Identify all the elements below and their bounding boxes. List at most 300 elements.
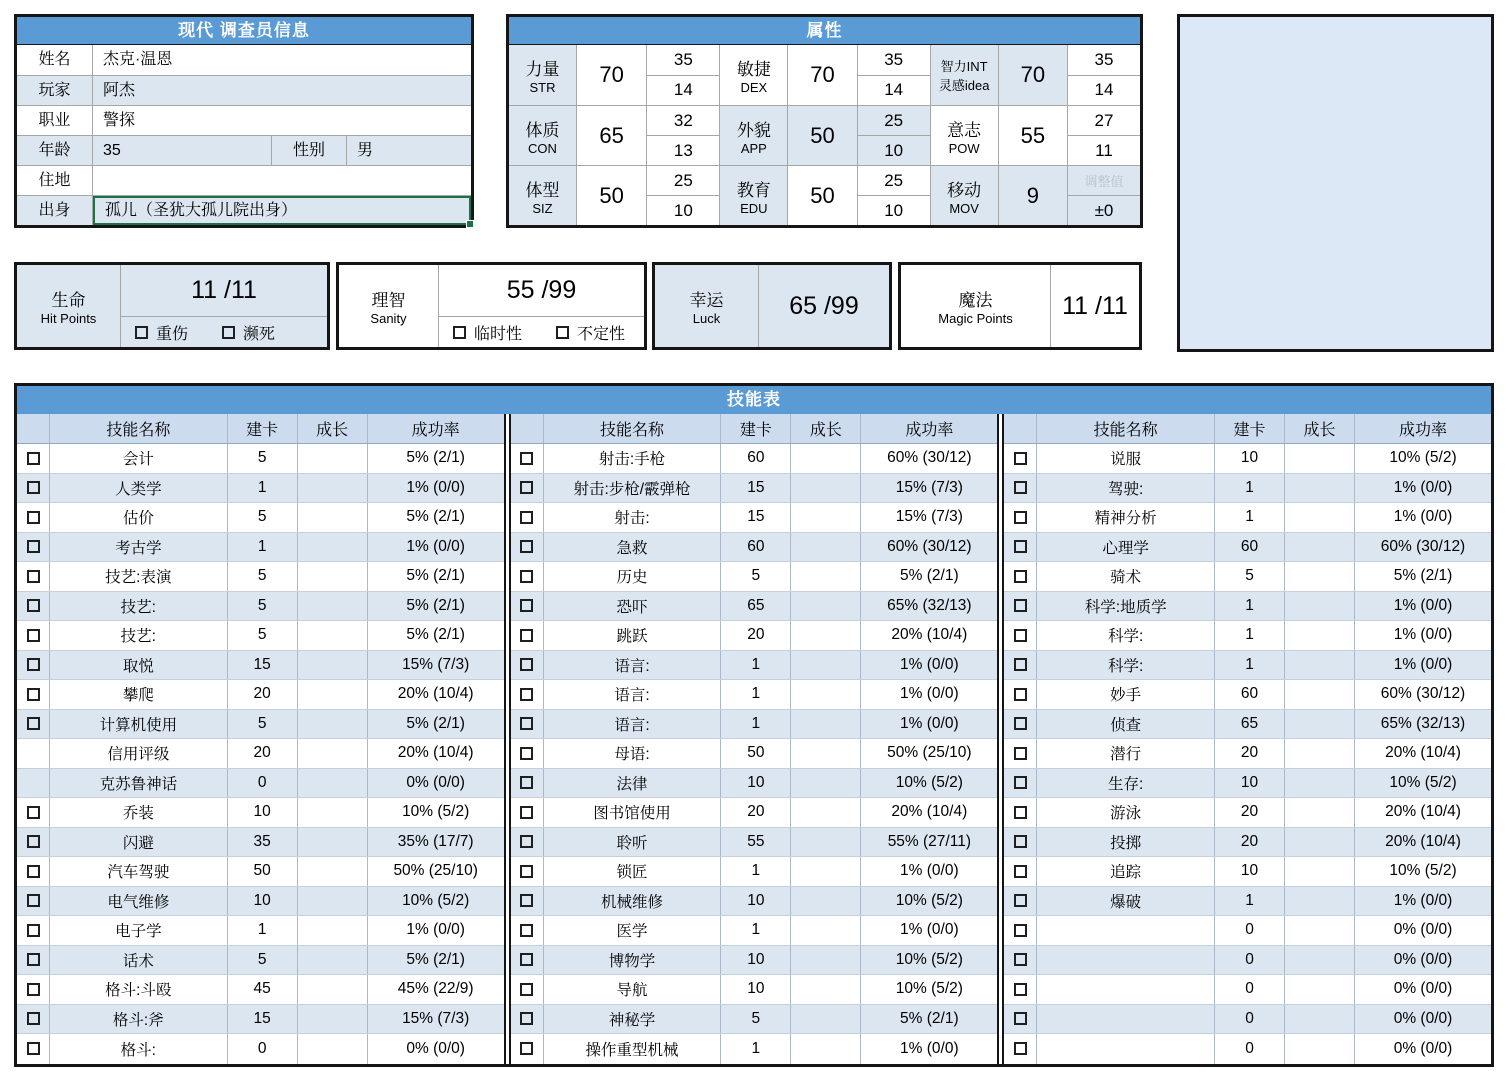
skill-growth-cell[interactable] [1285,1005,1355,1034]
skill-checkbox-cell[interactable] [511,503,544,532]
attr-pow-value[interactable]: 55 [999,106,1068,165]
skill-growth-cell[interactable] [298,916,368,945]
skill-checkbox-cell[interactable] [511,710,544,739]
skill-rate-cell[interactable]: 1% (0/0) [900,921,959,939]
skill-checkbox-cell[interactable] [1004,798,1037,827]
skill-checkbox[interactable] [27,865,40,878]
skill-base-cell[interactable]: 5 [228,710,298,739]
skill-base-cell[interactable]: 10 [721,975,791,1004]
skill-growth-cell[interactable] [298,1005,368,1034]
skill-checkbox[interactable] [27,629,40,642]
skill-growth-cell[interactable] [298,828,368,857]
skill-base-cell[interactable]: 5 [1215,562,1285,591]
skill-checkbox[interactable] [520,1012,533,1025]
skill-checkbox[interactable] [27,540,40,553]
skill-checkbox-cell[interactable] [1004,592,1037,621]
skill-checkbox[interactable] [1014,570,1027,583]
skill-name-cell[interactable]: 恐吓 [544,592,722,621]
checkbox-icon[interactable] [222,326,235,339]
skill-checkbox[interactable] [1014,599,1027,612]
skill-base-cell[interactable]: 1 [1215,592,1285,621]
skill-checkbox-cell[interactable] [1004,769,1037,798]
skill-growth-cell[interactable] [298,857,368,886]
skill-base-cell[interactable]: 15 [228,651,298,680]
skill-checkbox-cell[interactable] [17,592,50,621]
skill-rate-cell[interactable]: 5% (2/1) [406,950,465,968]
skill-growth-cell[interactable] [1285,828,1355,857]
skill-base-cell[interactable]: 20 [1215,739,1285,768]
skill-growth-cell[interactable] [791,503,861,532]
skill-growth-cell[interactable] [298,798,368,827]
skill-checkbox-cell[interactable] [17,798,50,827]
skill-rate-cell[interactable]: 1% (0/0) [900,655,959,673]
skill-name-cell[interactable]: 游泳 [1037,798,1215,827]
skill-checkbox[interactable] [1014,835,1027,848]
skill-growth-cell[interactable] [298,1034,368,1064]
skill-checkbox[interactable] [520,776,533,789]
skill-rate-cell[interactable]: 5% (2/1) [406,449,465,467]
skill-checkbox[interactable] [27,717,40,730]
skill-name-cell[interactable]: 技艺:表演 [50,562,228,591]
skill-growth-cell[interactable] [791,1034,861,1064]
skill-checkbox-cell[interactable] [1004,533,1037,562]
skill-checkbox-cell[interactable] [17,680,50,709]
skill-rate-cell[interactable]: 20% (10/4) [1385,744,1461,762]
skill-base-cell[interactable]: 1 [1215,651,1285,680]
skill-rate-cell[interactable]: 10% (5/2) [1389,449,1457,467]
skill-checkbox[interactable] [1014,717,1027,730]
skill-name-cell[interactable]: 侦查 [1037,710,1215,739]
skill-name-cell[interactable]: 估价 [50,503,228,532]
skill-checkbox-cell[interactable] [511,562,544,591]
skill-checkbox[interactable] [520,1042,533,1055]
skill-base-cell[interactable]: 1 [1215,621,1285,650]
skill-checkbox[interactable] [520,570,533,583]
skill-name-cell[interactable] [1037,946,1215,975]
skill-name-cell[interactable]: 科学: [1037,651,1215,680]
gender-field[interactable]: 男 [357,142,374,159]
skill-name-cell[interactable]: 信用评级 [50,739,228,768]
skill-base-cell[interactable]: 50 [721,739,791,768]
skill-rate-cell[interactable]: 35% (17/7) [397,832,474,850]
skill-name-cell[interactable]: 神秘学 [544,1005,722,1034]
skill-rate-cell[interactable]: 5% (2/1) [406,508,465,526]
skill-name-cell[interactable]: 博物学 [544,946,722,975]
skill-base-cell[interactable]: 20 [1215,828,1285,857]
skill-growth-cell[interactable] [791,444,861,473]
skill-rate-cell[interactable]: 1% (0/0) [1393,891,1453,909]
skill-base-cell[interactable]: 10 [1215,769,1285,798]
skill-checkbox-cell[interactable] [511,798,544,827]
skill-rate-cell[interactable]: 15% (7/3) [402,1009,470,1027]
skill-base-cell[interactable]: 5 [228,621,298,650]
skill-base-cell[interactable]: 1 [721,680,791,709]
attr-siz-value[interactable]: 50 [577,166,647,225]
major-wound-check[interactable] [135,321,188,344]
skill-name-cell[interactable]: 考古学 [50,533,228,562]
skill-rate-cell[interactable]: 10% (5/2) [895,980,963,998]
skill-growth-cell[interactable] [1285,503,1355,532]
skill-checkbox-cell[interactable] [511,975,544,1004]
skill-growth-cell[interactable] [791,857,861,886]
skill-name-cell[interactable]: 人类学 [50,474,228,503]
skill-rate-cell[interactable]: 1% (0/0) [406,478,465,496]
skill-name-cell[interactable]: 攀爬 [50,680,228,709]
skill-growth-cell[interactable] [298,562,368,591]
skill-growth-cell[interactable] [791,710,861,739]
skill-checkbox-cell[interactable] [511,946,544,975]
skill-checkbox[interactable] [1014,629,1027,642]
skill-base-cell[interactable]: 1 [228,533,298,562]
skill-checkbox-cell[interactable] [511,916,544,945]
skill-name-cell[interactable]: 格斗: [50,1034,228,1064]
skill-rate-cell[interactable]: 15% (7/3) [895,478,963,496]
skill-checkbox[interactable] [520,540,533,553]
skill-rate-cell[interactable]: 0% (0/0) [1393,1009,1453,1027]
skill-rate-cell[interactable]: 15% (7/3) [895,508,963,526]
skill-base-cell[interactable]: 65 [1215,710,1285,739]
skill-rate-cell[interactable]: 1% (0/0) [1393,596,1453,614]
skill-base-cell[interactable]: 1 [721,710,791,739]
skill-rate-cell[interactable]: 55% (27/11) [887,832,971,850]
skill-checkbox[interactable] [520,747,533,760]
skill-base-cell[interactable]: 1 [721,857,791,886]
skill-checkbox[interactable] [520,924,533,937]
skill-name-cell[interactable]: 会计 [50,444,228,473]
skill-rate-cell[interactable]: 50% (25/10) [887,744,972,762]
skill-name-cell[interactable]: 骑术 [1037,562,1215,591]
skill-rate-cell[interactable]: 5% (2/1) [900,1009,959,1027]
skill-growth-cell[interactable] [791,651,861,680]
skill-name-cell[interactable]: 追踪 [1037,857,1215,886]
skill-base-cell[interactable]: 1 [1215,503,1285,532]
skill-rate-cell[interactable]: 0% (0/0) [406,773,465,791]
skill-rate-cell[interactable]: 5% (2/1) [1393,567,1453,585]
skill-name-cell[interactable]: 心理学 [1037,533,1215,562]
skill-checkbox-cell[interactable] [511,592,544,621]
skill-rate-cell[interactable]: 1% (0/0) [1393,655,1453,673]
skill-checkbox[interactable] [520,481,533,494]
skill-base-cell[interactable]: 5 [228,562,298,591]
skill-name-cell[interactable]: 科学:地质学 [1037,592,1215,621]
skill-base-cell[interactable]: 1 [228,474,298,503]
skill-checkbox[interactable] [520,835,533,848]
skill-checkbox[interactable] [27,599,40,612]
skill-base-cell[interactable]: 10 [1215,857,1285,886]
skill-checkbox-cell[interactable] [1004,680,1037,709]
skill-checkbox[interactable] [1014,865,1027,878]
skill-rate-cell[interactable]: 20% (10/4) [1385,803,1461,821]
skill-checkbox[interactable] [520,953,533,966]
skill-growth-cell[interactable] [298,975,368,1004]
skill-base-cell[interactable]: 20 [1215,798,1285,827]
skill-checkbox[interactable] [27,1042,40,1055]
skill-checkbox[interactable] [520,452,533,465]
skill-growth-cell[interactable] [298,651,368,680]
skill-rate-cell[interactable]: 0% (0/0) [1393,980,1453,998]
skill-base-cell[interactable]: 0 [1215,916,1285,945]
skill-rate-cell[interactable]: 5% (2/1) [406,596,465,614]
skill-name-cell[interactable]: 急救 [544,533,722,562]
skill-rate-cell[interactable]: 65% (32/13) [887,596,972,614]
skill-rate-cell[interactable]: 20% (10/4) [1385,832,1461,850]
skill-growth-cell[interactable] [791,798,861,827]
skill-base-cell[interactable]: 5 [228,444,298,473]
skill-growth-cell[interactable] [791,592,861,621]
skill-checkbox[interactable] [27,953,40,966]
skill-rate-cell[interactable]: 1% (0/0) [406,921,465,939]
skill-rate-cell[interactable]: 10% (5/2) [402,803,470,821]
skill-checkbox-cell[interactable] [17,562,50,591]
skill-rate-cell[interactable]: 45% (22/9) [397,980,474,998]
skill-checkbox-cell[interactable] [17,887,50,916]
skill-checkbox[interactable] [1014,452,1027,465]
skill-growth-cell[interactable] [791,474,861,503]
skill-checkbox-cell[interactable] [17,621,50,650]
skill-checkbox-cell[interactable] [1004,887,1037,916]
skill-base-cell[interactable]: 10 [228,798,298,827]
origin-field-selected-cell[interactable] [93,196,471,225]
skill-growth-cell[interactable] [298,710,368,739]
skill-checkbox[interactable] [520,983,533,996]
skill-base-cell[interactable]: 10 [721,887,791,916]
skill-checkbox[interactable] [27,894,40,907]
skill-growth-cell[interactable] [1285,710,1355,739]
skill-checkbox[interactable] [27,806,40,819]
skill-base-cell[interactable]: 0 [1215,946,1285,975]
skill-checkbox[interactable] [1014,806,1027,819]
skill-name-cell[interactable]: 话术 [50,946,228,975]
skill-checkbox-cell[interactable] [1004,828,1037,857]
skill-base-cell[interactable]: 20 [721,621,791,650]
skill-checkbox[interactable] [1014,511,1027,524]
skill-growth-cell[interactable] [791,739,861,768]
skill-checkbox-cell[interactable] [17,651,50,680]
skill-name-cell[interactable]: 闪避 [50,828,228,857]
mp-value[interactable]: 11 /11 [1062,291,1128,320]
skill-rate-cell[interactable]: 1% (0/0) [1393,626,1453,644]
skill-rate-cell[interactable]: 20% (10/4) [891,626,968,644]
skill-name-cell[interactable]: 生存: [1037,769,1215,798]
skill-name-cell[interactable]: 射击:步枪/霰弹枪 [544,474,722,503]
skill-name-cell[interactable]: 取悦 [50,651,228,680]
skill-checkbox-cell[interactable] [1004,857,1037,886]
skill-checkbox[interactable] [520,658,533,671]
skill-base-cell[interactable]: 55 [721,828,791,857]
skill-growth-cell[interactable] [298,503,368,532]
skill-rate-cell[interactable]: 10% (5/2) [895,950,963,968]
skill-checkbox[interactable] [1014,983,1027,996]
skill-base-cell[interactable]: 35 [228,828,298,857]
skill-checkbox[interactable] [27,511,40,524]
skill-name-cell[interactable]: 机械维修 [544,887,722,916]
skill-growth-cell[interactable] [1285,592,1355,621]
skill-rate-cell[interactable]: 1% (0/0) [1393,478,1453,496]
temporary-insanity-check[interactable] [453,321,522,344]
skill-checkbox-cell[interactable] [17,533,50,562]
skill-checkbox[interactable] [27,452,40,465]
skill-name-cell[interactable]: 医学 [544,916,722,945]
skill-checkbox[interactable] [1014,688,1027,701]
skill-growth-cell[interactable] [791,975,861,1004]
skill-checkbox-cell[interactable] [511,651,544,680]
skill-checkbox-cell[interactable] [511,474,544,503]
skill-growth-cell[interactable] [1285,444,1355,473]
skill-name-cell[interactable]: 汽车驾驶 [50,857,228,886]
checkbox-icon[interactable] [453,326,466,339]
skill-rate-cell[interactable]: 60% (30/12) [1380,685,1466,703]
skill-checkbox[interactable] [1014,1012,1027,1025]
skill-growth-cell[interactable] [1285,857,1355,886]
skill-checkbox[interactable] [27,835,40,848]
skill-name-cell[interactable]: 技艺: [50,621,228,650]
skill-base-cell[interactable]: 10 [721,946,791,975]
skill-rate-cell[interactable]: 5% (2/1) [900,567,959,585]
skill-rate-cell[interactable]: 10% (5/2) [1389,773,1457,791]
skill-base-cell[interactable]: 45 [228,975,298,1004]
skill-rate-cell[interactable]: 20% (10/4) [891,803,968,821]
skill-growth-cell[interactable] [1285,916,1355,945]
attr-con-value[interactable]: 65 [577,106,647,165]
skill-growth-cell[interactable] [298,621,368,650]
skill-name-cell[interactable]: 技艺: [50,592,228,621]
skill-checkbox-cell[interactable] [1004,710,1037,739]
skill-base-cell[interactable]: 1 [1215,887,1285,916]
skill-rate-cell[interactable]: 20% (10/4) [397,744,474,762]
skill-growth-cell[interactable] [791,916,861,945]
skill-name-cell[interactable] [1037,1034,1215,1064]
skill-checkbox-cell[interactable] [511,533,544,562]
player-field[interactable]: 阿杰 [103,82,136,99]
skill-checkbox[interactable] [1014,924,1027,937]
skill-name-cell[interactable]: 射击: [544,503,722,532]
skill-name-cell[interactable]: 历史 [544,562,722,591]
skill-base-cell[interactable]: 15 [721,474,791,503]
skill-checkbox[interactable] [27,481,40,494]
skill-growth-cell[interactable] [1285,680,1355,709]
skill-name-cell[interactable]: 说服 [1037,444,1215,473]
age-field[interactable]: 35 [103,142,121,159]
skill-growth-cell[interactable] [1285,798,1355,827]
skill-growth-cell[interactable] [791,562,861,591]
skill-checkbox-cell[interactable] [17,975,50,1004]
checkbox-icon[interactable] [135,326,148,339]
skill-base-cell[interactable]: 5 [721,1005,791,1034]
attr-mov-value[interactable]: 9 [999,166,1068,225]
attr-app-value[interactable]: 50 [788,106,857,165]
skill-growth-cell[interactable] [1285,769,1355,798]
skill-checkbox[interactable] [1014,894,1027,907]
skill-rate-cell[interactable]: 15% (7/3) [402,655,470,673]
skill-rate-cell[interactable]: 50% (25/10) [393,862,478,880]
skill-growth-cell[interactable] [791,769,861,798]
skill-name-cell[interactable]: 聆听 [544,828,722,857]
checkbox-icon[interactable] [556,326,569,339]
skill-name-cell[interactable]: 电子学 [50,916,228,945]
skill-base-cell[interactable]: 60 [1215,533,1285,562]
skill-name-cell[interactable]: 妙手 [1037,680,1215,709]
skill-base-cell[interactable]: 20 [228,680,298,709]
skill-rate-cell[interactable]: 1% (0/0) [900,714,959,732]
skill-rate-cell[interactable]: 5% (2/1) [406,626,465,644]
skill-checkbox[interactable] [1014,1042,1027,1055]
skill-base-cell[interactable]: 65 [721,592,791,621]
skill-name-cell[interactable] [1037,975,1215,1004]
skill-checkbox-cell[interactable] [1004,651,1037,680]
skill-rate-cell[interactable]: 60% (30/12) [887,449,972,467]
skill-checkbox[interactable] [520,806,533,819]
skill-name-cell[interactable]: 爆破 [1037,887,1215,916]
skill-name-cell[interactable]: 射击:手枪 [544,444,722,473]
skill-base-cell[interactable]: 0 [1215,1005,1285,1034]
skill-name-cell[interactable]: 乔装 [50,798,228,827]
attr-str-value[interactable]: 70 [577,45,647,105]
skill-growth-cell[interactable] [1285,887,1355,916]
skill-rate-cell[interactable]: 0% (0/0) [1393,1039,1453,1057]
skill-checkbox-cell[interactable] [511,1005,544,1034]
skill-growth-cell[interactable] [1285,739,1355,768]
skill-base-cell[interactable]: 5 [721,562,791,591]
skill-rate-cell[interactable]: 0% (0/0) [1393,950,1453,968]
skill-checkbox[interactable] [520,688,533,701]
skill-name-cell[interactable] [1037,1005,1215,1034]
skill-base-cell[interactable]: 10 [721,769,791,798]
skill-checkbox[interactable] [27,688,40,701]
skill-growth-cell[interactable] [1285,474,1355,503]
skill-checkbox-cell[interactable] [511,621,544,650]
skill-checkbox[interactable] [27,570,40,583]
skill-checkbox[interactable] [520,511,533,524]
skill-checkbox-cell[interactable] [511,1034,544,1064]
skill-name-cell[interactable]: 格斗:斧 [50,1005,228,1034]
skill-base-cell[interactable]: 5 [228,592,298,621]
skill-checkbox-cell[interactable] [1004,503,1037,532]
skill-growth-cell[interactable] [791,680,861,709]
selection-fill-handle[interactable] [466,220,474,228]
skill-name-cell[interactable]: 操作重型机械 [544,1034,722,1064]
skill-checkbox-cell[interactable] [1004,946,1037,975]
skill-growth-cell[interactable] [1285,621,1355,650]
skill-name-cell[interactable]: 精神分析 [1037,503,1215,532]
skill-base-cell[interactable]: 1 [228,916,298,945]
luck-value[interactable]: 65 /99 [789,291,859,320]
skill-base-cell[interactable]: 0 [1215,975,1285,1004]
skill-base-cell[interactable]: 1 [721,916,791,945]
skill-checkbox-cell[interactable] [511,739,544,768]
skill-base-cell[interactable]: 1 [1215,474,1285,503]
indefinite-insanity-check[interactable] [556,321,625,344]
skill-checkbox[interactable] [1014,481,1027,494]
skill-rate-cell[interactable]: 5% (2/1) [406,567,465,585]
skill-growth-cell[interactable] [1285,1034,1355,1064]
skill-base-cell[interactable]: 0 [228,769,298,798]
skill-checkbox-cell[interactable] [511,769,544,798]
skill-growth-cell[interactable] [791,828,861,857]
skill-base-cell[interactable]: 50 [228,857,298,886]
skill-base-cell[interactable]: 10 [228,887,298,916]
skill-checkbox-cell[interactable] [511,887,544,916]
skill-checkbox-cell[interactable] [511,828,544,857]
residence-field[interactable] [93,166,471,195]
skill-checkbox[interactable] [520,599,533,612]
skill-checkbox-cell[interactable] [17,916,50,945]
skill-name-cell[interactable]: 克苏鲁神话 [50,769,228,798]
skill-growth-cell[interactable] [1285,651,1355,680]
skill-rate-cell[interactable]: 65% (32/13) [1380,714,1466,732]
skill-checkbox[interactable] [1014,658,1027,671]
skill-checkbox-cell[interactable] [17,1034,50,1064]
skill-name-cell[interactable]: 语言: [544,651,722,680]
